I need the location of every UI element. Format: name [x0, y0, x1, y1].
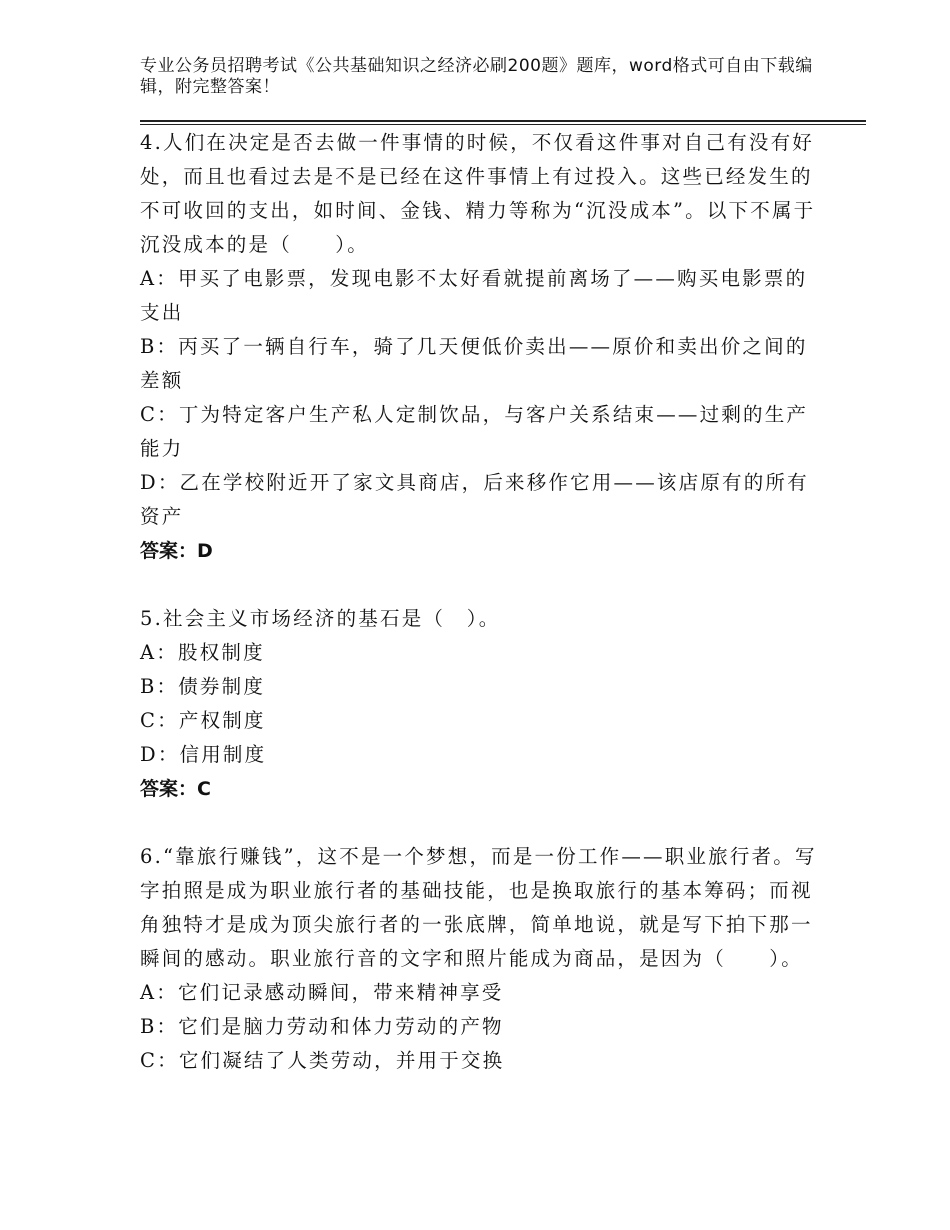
question-6 [140, 840, 820, 1078]
question-4 [140, 126, 820, 568]
option-a: A：它们记录感动瞬间，带来精神享受 [140, 981, 504, 1004]
option-b: B：丙买了一辆自行车，骑了几天便低价卖出——原价和卖出价之间的差额 [140, 335, 808, 392]
answer-label: 答案：C [140, 778, 211, 800]
question-5 [140, 602, 820, 806]
option-c: C：产权制度 [140, 709, 266, 732]
option-c: C：丁为特定客户生产私人定制饮品，与客户关系结束——过剩的生产能力 [140, 403, 809, 460]
header-rule-thin [140, 124, 866, 125]
question-stem: 4.人们在决定是否去做一件事情的时候，不仅看这件事对自己有没有好处，而且也看过去是不是已经在这件事情上有过投入。这些已经发生的不可收回的支出，如时间、金钱、精力等称为“沉没成本”。以下不属于沉没成本的是（ ）。 [140, 131, 816, 256]
option-a: A：甲买了电影票，发现电影不太好看就提前离场了——购买电影票的支出 [140, 267, 808, 324]
option-b: B：它们是脑力劳动和体力劳动的产物 [140, 1015, 504, 1038]
option-d: D：信用制度 [140, 743, 267, 766]
spacer [140, 806, 820, 840]
spacer [140, 568, 820, 602]
option-a: A：股权制度 [140, 641, 265, 664]
question-list [140, 126, 820, 1078]
question-stem: 6.“靠旅行赚钱”，这不是一个梦想，而是一份工作——职业旅行者。写字拍照是成为职业旅行者的基础技能，也是换取旅行的基本筹码；而视角独特才是成为顶尖旅行者的一张底牌，简单地说，就是写下拍下那一瞬间的感动。职业旅行音的文字和照片能成为商品，是因为（ ）。 [140, 845, 817, 970]
option-d: D：乙在学校附近开了家文具商店，后来移作它用——该店原有的所有资产 [140, 471, 809, 528]
option-b: B：债券制度 [140, 675, 266, 698]
header-rule-thick [140, 120, 866, 122]
answer-label: 答案：D [140, 540, 213, 562]
option-c: C：它们凝结了人类劳动，并用于交换 [140, 1049, 505, 1072]
document-header [140, 56, 840, 98]
question-stem: 5.社会主义市场经济的基石是（ ）。 [140, 607, 501, 630]
header-title: 专业公务员招聘考试《公共基础知识之经济必刷200题》题库，word格式可自由下载编辑，附完整答案！ [140, 56, 813, 97]
